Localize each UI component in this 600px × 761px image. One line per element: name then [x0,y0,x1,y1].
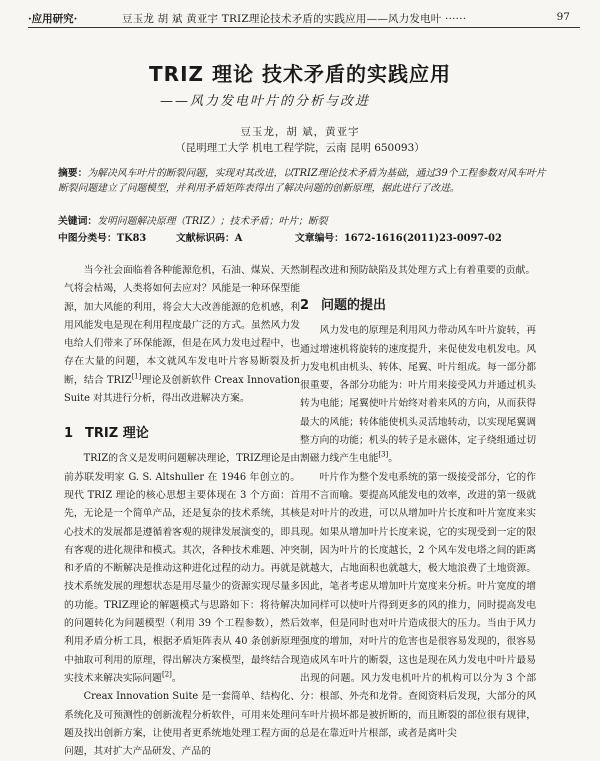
right-column [300,262,536,747]
section-heading-1: 1 TRIZ 理论 [64,426,149,442]
header-running-title: 豆玉龙 胡 斌 黄亚宇 TRIZ理论技术矛盾的实践应用——风力发电叶 ······ [122,13,467,25]
keywords-text: 发明问题解决原理（TRIZ）；技术矛盾；叶片；断裂 [97,216,328,227]
clc-number: 中图分类号：TK83 [58,233,147,244]
section1-paragraph: TRIZ的含义是发明问题解决理论，TRIZ理论是由前苏联发明家 G. S. Altshuller 在 1946 年创立的。现代 TRIZ 理论的核心思想主要体现在 3 个方面：首先，无论是一个简单产品，还是复杂的技术系统，其核心技术的发展都是遵循着客观的规律发展演变的，即具有客观的进化规律和模式。其次，各种技术难题、冲突和矛盾的不断解决是推动这种进化过程的动力。再就是技术系统发展的理想状态是用尽量少的资源实现尽量多的功能。TRIZ理论的解题模式与思路如下：将待解决的问题转化为问题模型（利用 39 个工程参数），然后利用矛盾分析工具，根据矛盾矩阵表从 40 条创新原理中抽取可利用的原理，得出解决方案模型，最终结合现实技术来解决实际问题[2]。 [64,453,300,684]
section2-paragraph: 风力发电的原理是利用风力带动风车叶片旋转，再通过增速机将旋转的速度提升，来促使发电机发电。风力发电机由机头、转体、尾翼、叶片组成。每一部分都很重要，各部分功能为：叶片用来接受风力并通过机头转为电能；尾翼使叶片始终对着来风的方向，从而获得最大的风能；转体能使机头灵活地转动，以实现尾翼调整方向的功能；机头的转子是永磁体，定子绕组通过切割磁力线产生电能[3]。 [300,325,536,465]
paper-subtitle: ——风力发电叶片的分析与改进 [160,94,371,109]
paper-title: TRIZ 理论 技术矛盾的实践应用 [149,62,451,86]
authors: 豆玉龙，胡 斌，黄亚宇 [240,126,360,138]
abstract-label: 摘要： [58,168,88,179]
left-column [64,262,300,758]
abstract-text: 为解决风车叶片的断裂问题，实现对其改进，以TRIZ理论技术矛盾为基础，通过39个工程参数对风车叶片断裂问题建立了问题模型，并利用矛盾矩阵表得出了解决问题的创新原理，据此进行了改进。 [58,168,546,194]
abstract [58,166,548,214]
citation-ref: [2] [161,670,172,679]
section2-paragraph-2: 叶片作为整个发电系统的第一级接受部分，它的作用不言而喻。要提高风能发电的效率，改进的第一级就是对叶片的改进，可以从增加叶片长度和叶片宽度来实现。如果从增加叶片长度来说，它的实现受到一定的限制，因为叶片的长度越长，2 个风车发电塔之间的距离就越大，占地面积也就越大，极大地浪费了土地资源。因此，笔者考虑从增加叶片宽度来分析。叶片宽度的增加同样可以使叶片得到更多的风的推力，同时提高发电效率，但是同时也对叶片造成很大的压力。当由于风力强度的增加，对叶片的危害也是很容易发现的，很容易造成风车叶片的断裂，这也是现在风力发电中叶片最易出现的问题。风力发电机叶片的机构可以分为 3 个部分：根部、外壳和龙骨。查阅资料后发现，大部分的风车叶片损坏都是被折断的，而且断裂的部位很有规律，总是在靠近叶片根部，或者是离叶尖 [300,471,536,739]
section1-paragraph-2: Creax Innovation Suite 是一套简单、结构化、系统化及可预测性的创新流程分析软件，可用来处理问题及找出创新方案，让使用者更系统地处理工程方面的问题，其对扩大产品研发、产品的 [64,691,300,758]
classification-row [58,231,548,246]
document-code: 文献标识码：A [176,233,243,244]
article-number: 文章编号：1672-1616(2011)23-0097-02 [295,233,502,244]
intro-paragraph: 当今社会面临着各种能源危机，石油、煤炭、天然气将会枯竭，人类将如何去应对？风能是一种环保型能源，加大风能的利用，将会大大改善能源的危机感，利用风能发电是现在利用程度最广泛的方式。虽然风力发电给人们带来了环保能源，但是在风力发电过程中，也存在大量的问题，本文就风车发电叶片容易断裂及折断，结合 TRIZ[1]理论及创新软件 Creax Innovation Suite 对其进行分析，得出改进解决方案。 [64,265,300,405]
section-heading-2: 2 问题的提出 [300,298,387,314]
page-number: 97 [556,11,570,23]
header-section: ·应用研究· [28,13,78,25]
affiliation: （昆明理工大学 机电工程学院，云南 昆明 650093） [175,142,425,154]
keywords-label: 关键词： [58,216,98,227]
keywords [58,214,548,229]
citation-ref: [3] [378,451,389,460]
header-rule [28,27,580,28]
citation-ref: [1] [131,372,142,381]
running-header [28,9,580,27]
carryover-paragraph: 制程改进和预防缺陷及其处理方式上有着重要的贡献。 [300,265,536,276]
